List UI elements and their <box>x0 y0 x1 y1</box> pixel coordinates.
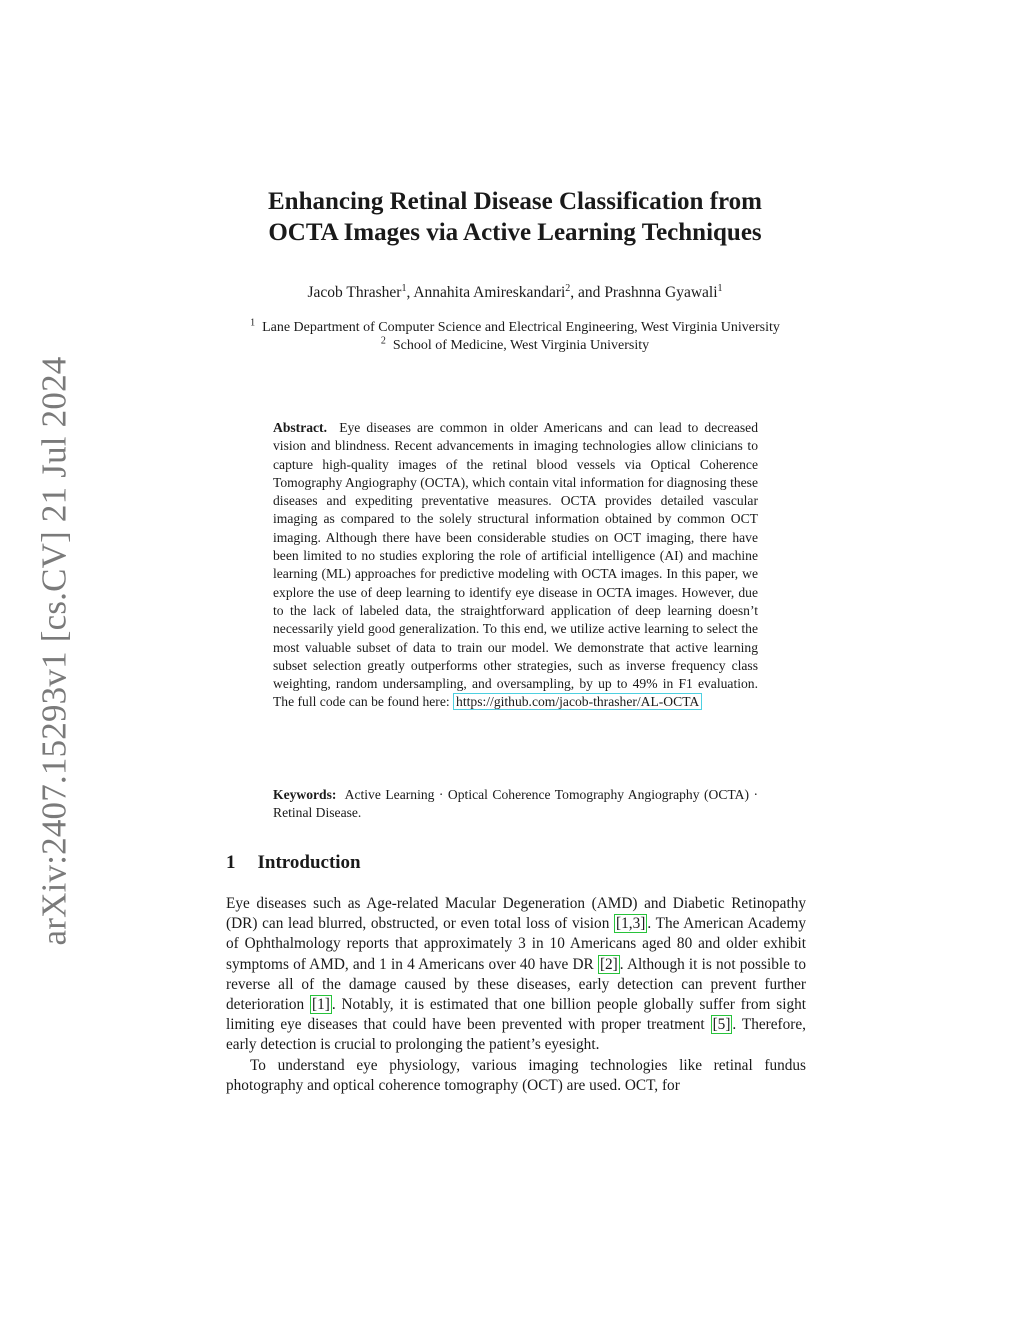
affiliation-mark: 2 <box>380 335 386 347</box>
keywords-paragraph <box>273 786 758 823</box>
abstract <box>273 419 758 712</box>
author-list <box>200 284 830 302</box>
author-affiliation-mark: 1 <box>717 282 723 294</box>
affiliation-text: School of Medicine, West Virginia University <box>392 338 650 353</box>
introduction-body <box>226 894 806 1096</box>
author-affiliation-mark: 1 <box>401 282 407 294</box>
abstract-text: Eye diseases are common in older Americans and can lead to decreased vision and blindness. Recent advancements in imaging technologies allow clinicians to capture high-quality images of the retinal blood vessels via Optical Coherence Tomography Angiography (OCTA), which contain vital information for diagnosing these diseases and expediting preventative measures. OCTA provides detailed vascular imaging as compared to the solely structural information obtained by common OCT imaging. Although there have been considerable studies on OCT imaging, there have been limited to no studies exploring the role of artificial intelligence (AI) and machine learning (ML) approaches for predictive modeling with OCTA images. In this paper, we explore the use of deep learning to identify eye disease in OCTA images. However, due to the lack of labeled data, the straightforward application of deep learning doesn’t necessarily yield good generalization. To this end, we utilize active learning to select the most valuable subset of data to train our model. We demonstrate that active learning subset selection greatly outperforms other strategies, such as inverse frequency class weighting, random undersampling, and oversampling, by up to 49% in F1 evaluation. The full code can be found here: <box>273 420 759 710</box>
author-name: Prashnna Gyawali <box>604 284 718 301</box>
citation-link[interactable]: [2] <box>599 955 618 973</box>
author-affiliation-mark: 2 <box>565 282 571 294</box>
paper-title-line-1: Enhancing Retinal Disease Classification from <box>268 188 762 215</box>
citation-link[interactable]: [1,3] <box>616 915 646 933</box>
intro-text: . Although it is not possible to reverse all of the damage caused by these diseases, early detection can prevent further deterioration <box>226 955 806 1014</box>
keywords <box>273 786 758 823</box>
author-name: Jacob Thrasher <box>307 284 402 301</box>
abstract-paragraph <box>273 419 758 712</box>
abstract-label: Abstract. <box>273 420 327 435</box>
intro-text: . The American Academy of Ophthalmology reports that approximately 3 in 10 Americans aged 80 and older exhibit symptoms of AMD, and 1 in 4 Americans over 40 have DR <box>226 915 806 973</box>
intro-text: Eye diseases such as Age-related Macular Degeneration (AMD) and Diabetic Retinopathy (DR) can lead blurred, obstructed, or even total loss of vision <box>226 895 806 933</box>
paper-title-line-2: OCTA Images via Active Learning Techniques <box>268 219 762 246</box>
section-heading <box>226 852 361 874</box>
section-title: Introduction <box>257 852 361 873</box>
code-repository-link[interactable]: https://github.com/jacob-thrasher/AL-OCTA <box>453 693 702 710</box>
intro-text: . Therefore, early detection is crucial to prolonging the patient’s eyesight. <box>226 1016 806 1054</box>
section-number: 1 <box>226 852 236 873</box>
author-name: Annahita Amireskandari <box>413 284 566 301</box>
affiliations <box>220 319 810 355</box>
intro-paragraph-2: To understand eye physiology, various imaging technologies like retinal fundus photography and optical coherence tomography (OCT) are used. OCT, for <box>226 1056 806 1094</box>
arxiv-sidebar-stamp <box>33 356 75 946</box>
citation-link[interactable]: [5] <box>712 1016 731 1034</box>
affiliation-1 <box>220 319 810 337</box>
paper-title <box>200 186 830 248</box>
affiliation-mark: 1 <box>250 317 256 329</box>
affiliation-text: Lane Department of Computer Science and Electrical Engineering, West Virginia University <box>262 320 780 335</box>
author-separator: , <box>406 284 414 301</box>
arxiv-identifier: arXiv:2407.15293v1 [cs.CV] 21 Jul 2024 <box>34 356 74 946</box>
affiliation-2 <box>220 337 810 355</box>
author-separator: , and <box>570 284 605 301</box>
intro-text: . Notably, it is estimated that one billion people globally suffer from sight limiting eye diseases that could have been prevented with proper treatment <box>226 996 806 1034</box>
citation-link[interactable]: [1] <box>312 996 330 1014</box>
keywords-text: Active Learning · Optical Coherence Tomography Angiography (OCTA) · Retinal Disease. <box>273 787 758 821</box>
keywords-label: Keywords: <box>273 787 337 802</box>
intro-paragraph-1 <box>226 894 806 1056</box>
